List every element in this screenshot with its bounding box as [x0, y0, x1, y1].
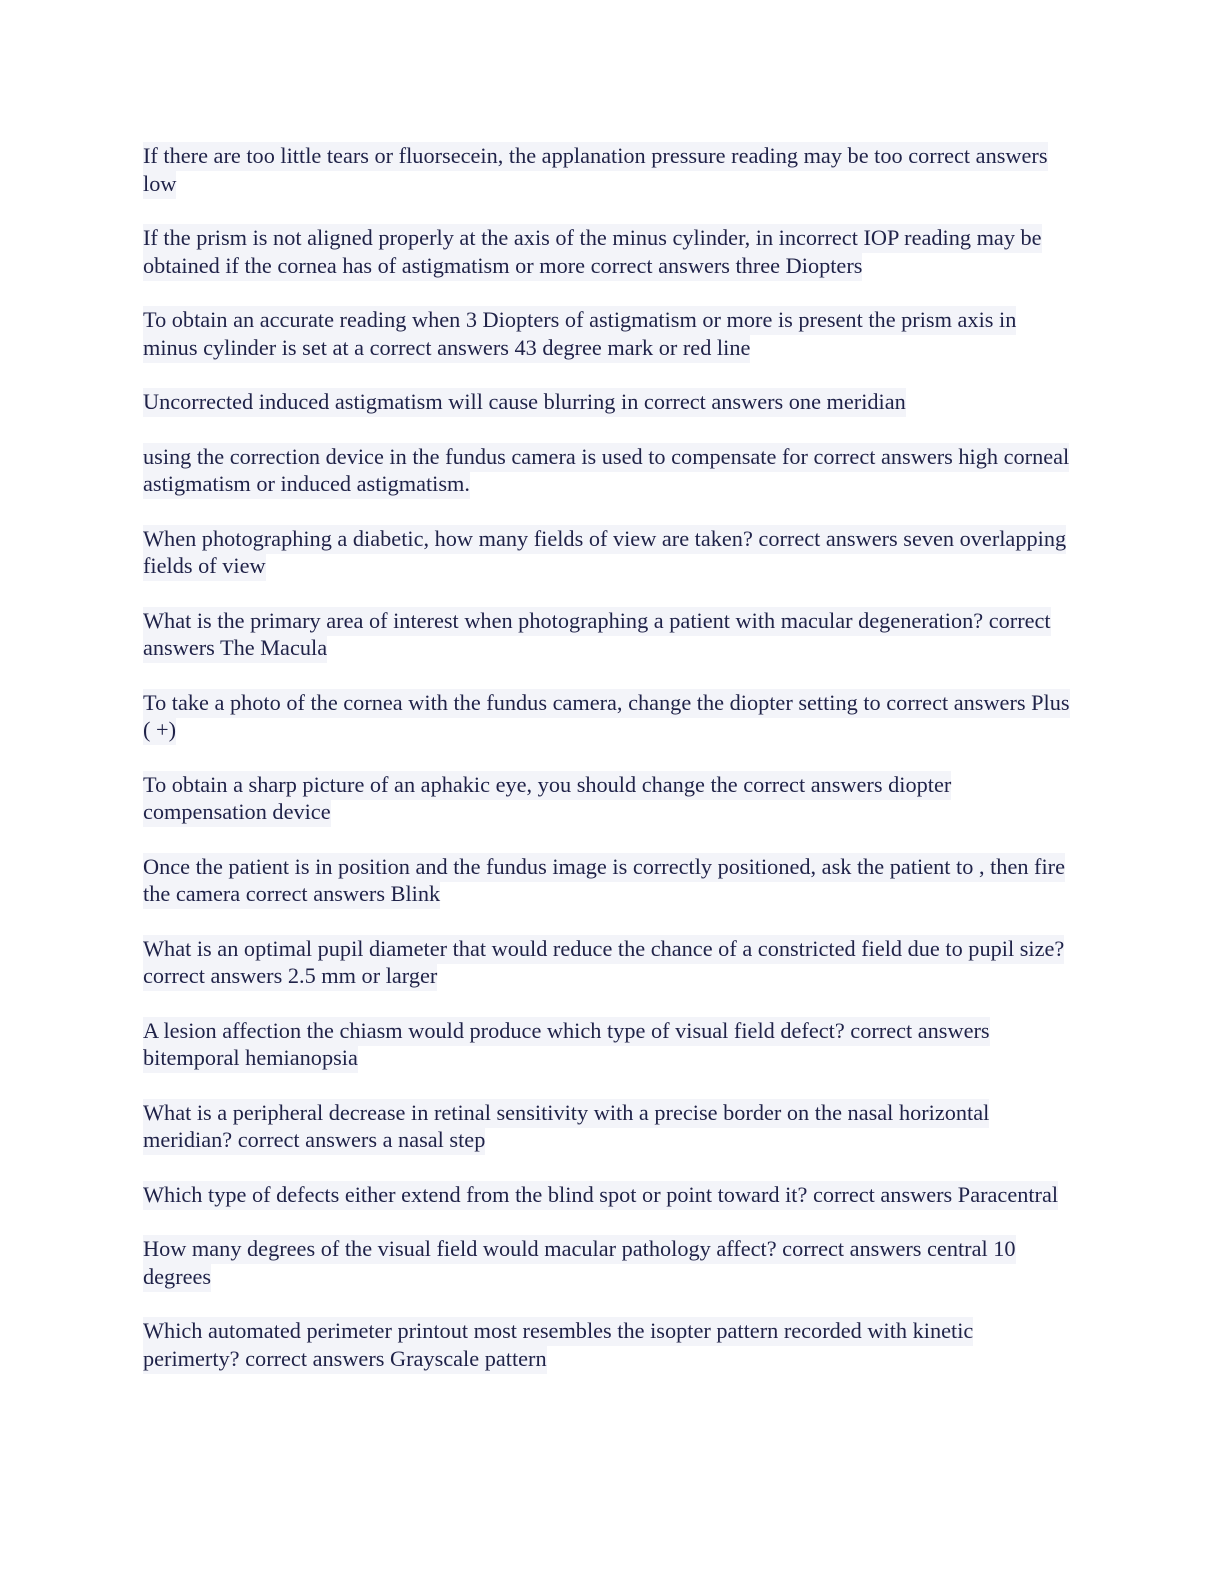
qa-entry-text: How many degrees of the visual field would macular pathology affect? correct answers central 10 degrees: [143, 1235, 1016, 1292]
qa-entry: [143, 689, 1073, 744]
qa-entry-list: [143, 142, 1073, 1399]
qa-entry-text: If there are too little tears or fluorsecein, the applanation pressure reading may be too correct answers low: [143, 142, 1048, 199]
qa-entry: [143, 525, 1073, 580]
qa-entry: [143, 935, 1073, 990]
qa-entry: [143, 306, 1073, 361]
qa-entry-text: To obtain a sharp picture of an aphakic eye, you should change the correct answers diopter compensation device: [143, 771, 951, 828]
qa-entry-text: using the correction device in the fundus camera is used to compensate for correct answers high corneal astigmatism or induced astigmatism.: [143, 443, 1069, 500]
qa-entry-text: To obtain an accurate reading when 3 Diopters of astigmatism or more is present the prism axis in minus cylinder is set at a correct answers 43 degree mark or red line: [143, 306, 1016, 363]
qa-entry-text: If the prism is not aligned properly at the axis of the minus cylinder, in incorrect IOP reading may be obtained if the cornea has of astigmatism or more correct answers three Diopters: [143, 224, 1042, 281]
qa-entry: [143, 771, 1073, 826]
qa-entry: [143, 607, 1073, 662]
qa-entry: [143, 443, 1073, 498]
qa-entry-text: What is the primary area of interest when photographing a patient with macular degeneration? correct answers The Macula: [143, 607, 1051, 664]
qa-entry-text: When photographing a diabetic, how many fields of view are taken? correct answers seven overlapping fields of view: [143, 525, 1066, 582]
qa-entry-text: Which automated perimeter printout most resembles the isopter pattern recorded with kinetic perimerty? correct answers Grayscale pattern: [143, 1317, 973, 1374]
qa-entry: [143, 1235, 1073, 1290]
qa-entry: [143, 388, 1073, 416]
qa-entry: [143, 224, 1073, 279]
qa-entry-text: Uncorrected induced astigmatism will cause blurring in correct answers one meridian: [143, 388, 906, 417]
qa-entry: [143, 142, 1073, 197]
qa-entry: [143, 1017, 1073, 1072]
qa-entry-text: Once the patient is in position and the fundus image is correctly positioned, ask the patient to , then fire the camera correct answers Blink: [143, 853, 1065, 910]
qa-entry: [143, 853, 1073, 908]
qa-entry: [143, 1099, 1073, 1154]
qa-entry: [143, 1317, 1073, 1372]
qa-entry-text: To take a photo of the cornea with the fundus camera, change the diopter setting to correct answers Plus ( +): [143, 689, 1070, 746]
qa-entry-text: Which type of defects either extend from the blind spot or point toward it? correct answers Paracentral: [143, 1181, 1058, 1210]
qa-entry-text: What is an optimal pupil diameter that would reduce the chance of a constricted field due to pupil size? correct answers 2.5 mm or larger: [143, 935, 1064, 992]
qa-entry-text: What is a peripheral decrease in retinal sensitivity with a precise border on the nasal horizontal meridian? correct answers a nasal step: [143, 1099, 989, 1156]
qa-entry: [143, 1181, 1073, 1209]
qa-entry-text: A lesion affection the chiasm would produce which type of visual field defect? correct answers bitemporal hemianopsia: [143, 1017, 990, 1074]
